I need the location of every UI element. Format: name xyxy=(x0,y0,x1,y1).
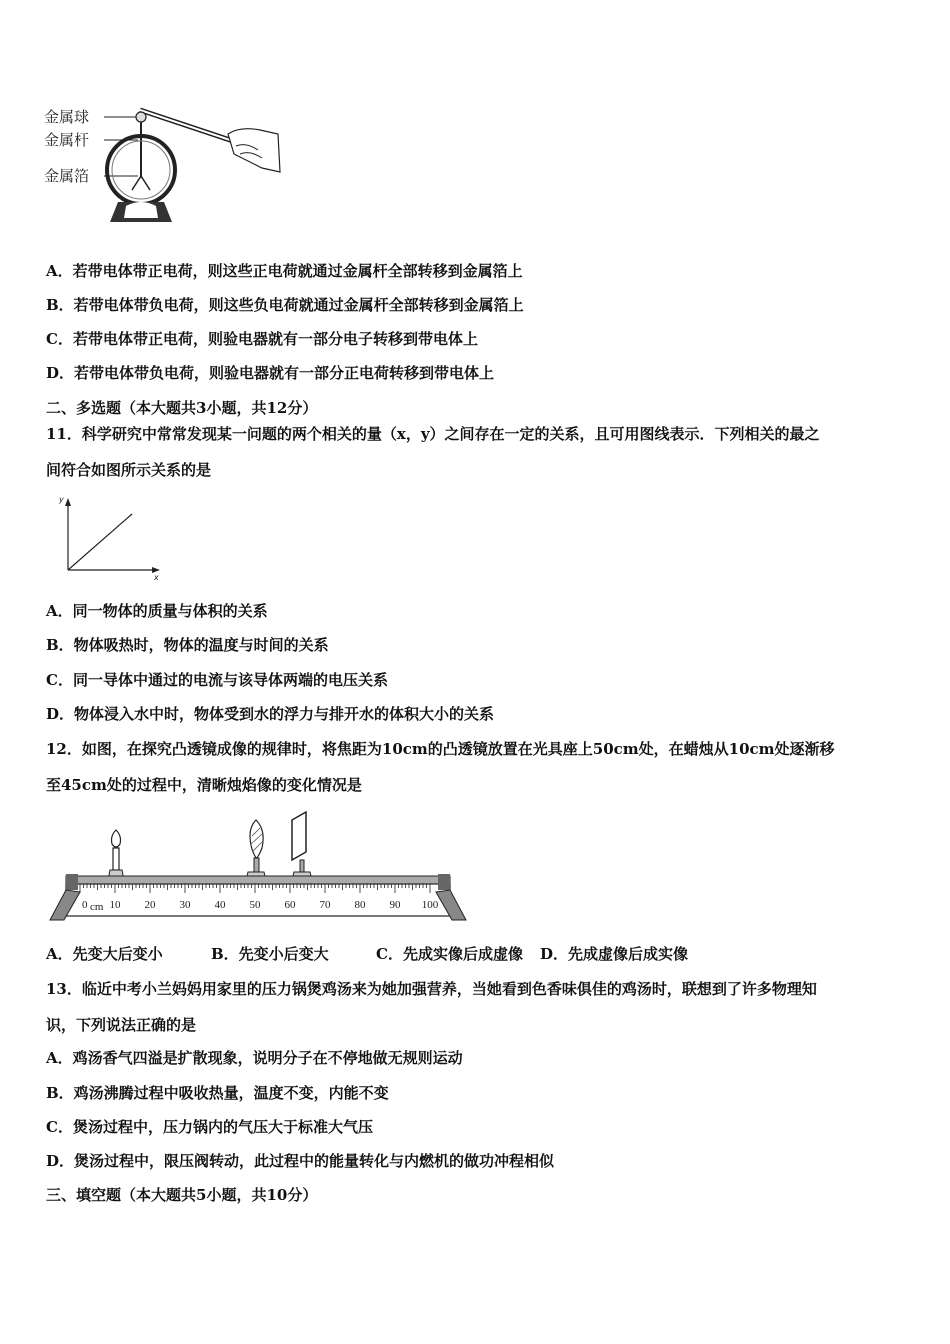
q10-option-d: D．若带电体带负电荷，则验电器就有一部分正电荷转移到带电体上 xyxy=(46,364,495,382)
bench-tick-label: 40 xyxy=(214,899,226,911)
q13-stem-line1: 13．临近中考小兰妈妈用家里的压力锅煲鸡汤来为她加强营养，当她看到色香味俱佳的鸡汤时，联想到了许多物理知 xyxy=(46,980,817,998)
q11-option-d: D．物体浸入水中时，物体受到水的浮力与排开水的体积大小的关系 xyxy=(46,705,495,723)
light-screen xyxy=(292,812,312,880)
label-metal-foil: 金属箔 xyxy=(44,167,90,185)
q11-graph xyxy=(52,492,172,582)
q13-option-b: B．鸡汤沸腾过程中吸收热量，温度不变，内能不变 xyxy=(46,1084,389,1102)
label-metal-ball: 金属球 xyxy=(44,108,90,126)
q11-stem-line2: 间符合如图所示关系的是 xyxy=(46,461,212,479)
q10-option-b: B．若带电体带负电荷，则这些负电荷就通过金属杆全部转移到金属箔上 xyxy=(46,296,524,314)
section-3-heading: 三、填空题（本大题共5小题，共10分） xyxy=(46,1186,318,1204)
q12-options-row xyxy=(46,944,688,964)
optical-bench-figure xyxy=(44,808,474,926)
section-2-heading: 二、多选题（本大题共3小题，共12分） xyxy=(46,399,318,417)
q11-graph-y-label: y xyxy=(59,495,64,504)
q11-graph-x-label: x xyxy=(154,573,159,582)
bench-tick-label: 10 xyxy=(109,899,121,911)
q12-stem-line2: 至45cm处的过程中，清晰烛焰像的变化情况是 xyxy=(46,776,362,794)
q11-option-a: A．同一物体的质量与体积的关系 xyxy=(46,602,268,620)
bench-unit-label: cm xyxy=(90,901,104,913)
bench-tick-label: 0 xyxy=(82,899,88,911)
q12-option-c: C．先成实像后成虚像 xyxy=(376,945,523,963)
bench-tick-label: 60 xyxy=(284,899,296,911)
bench-tick-label: 20 xyxy=(144,899,156,911)
q10-option-a: A．若带电体带正电荷，则这些正电荷就通过金属杆全部转移到金属箔上 xyxy=(46,262,523,280)
q11-option-c: C．同一导体中通过的电流与该导体两端的电压关系 xyxy=(46,671,388,689)
q12-stem-line1: 12．如图，在探究凸透镜成像的规律时，将焦距为10cm的凸透镜放置在光具座上50cm处，在蜡烛从10cm处逐渐移 xyxy=(46,740,835,758)
q13-option-a: A．鸡汤香气四溢是扩散现象，说明分子在不停地做无规则运动 xyxy=(46,1049,463,1067)
q10-option-c: C．若带电体带正电荷，则验电器就有一部分电子转移到带电体上 xyxy=(46,330,478,348)
bench-tick-label: 80 xyxy=(354,899,366,911)
q13-stem-line2: 识，下列说法正确的是 xyxy=(46,1016,197,1034)
electroscope-figure xyxy=(40,98,290,224)
q11-stem-line1: 11．科学研究中常常发现某一问题的两个相关的量（x，y）之间存在一定的关系，且可用图线表示．下列相关的最之 xyxy=(46,425,820,443)
bench-tick-label: 100 xyxy=(421,899,439,911)
q11-option-b: B．物体吸热时，物体的温度与时间的关系 xyxy=(46,636,329,654)
q12-option-b: B．先变小后变大 xyxy=(211,945,329,963)
q12-option-a: A．先变大后变小 xyxy=(46,945,163,963)
bench-tick-label: 50 xyxy=(249,899,261,911)
bench-tick-label: 90 xyxy=(389,899,401,911)
bench-tick-label: 70 xyxy=(319,899,331,911)
q12-option-d: D．先成虚像后成实像 xyxy=(540,945,689,963)
label-metal-rod: 金属杆 xyxy=(44,131,90,149)
bench-tick-label: 30 xyxy=(179,899,191,911)
q13-option-c: C．煲汤过程中，压力锅内的气压大于标准大气压 xyxy=(46,1118,373,1136)
candle xyxy=(108,830,124,880)
convex-lens xyxy=(246,820,266,880)
q11-graph-line xyxy=(68,514,132,570)
q13-option-d: D．煲汤过程中，限压阀转动，此过程中的能量转化与内燃机的做功冲程相似 xyxy=(46,1152,555,1170)
